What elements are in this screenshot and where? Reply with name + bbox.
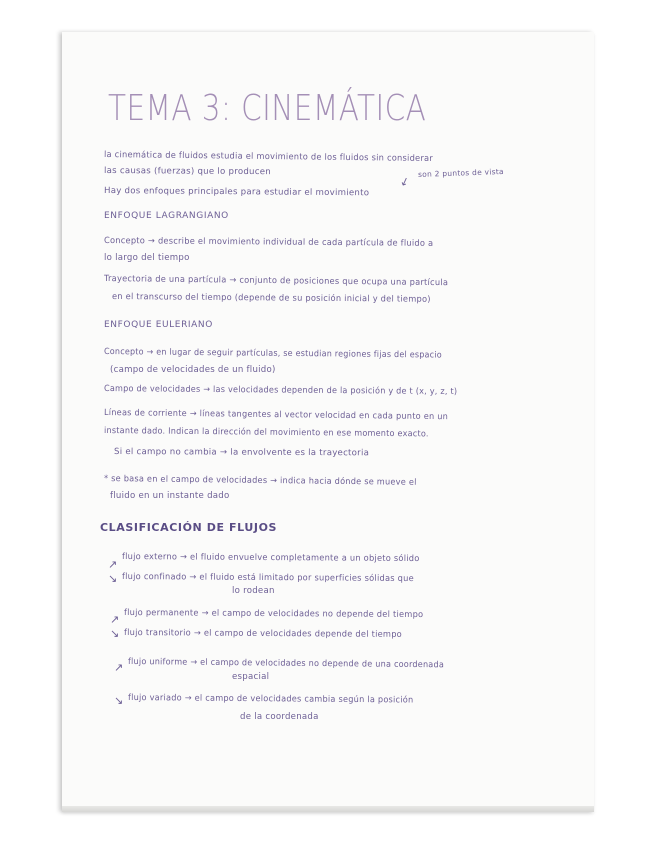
flujo-confinado-line-1: flujo confinado → el fluido está limitado por superficies sólidas que — [121, 572, 414, 585]
flujo-uniforme-line-1: flujo uniforme → el campo de velocidades no depende de una coordenada — [127, 657, 445, 671]
arrow-icon: ↘ — [114, 694, 124, 707]
euler-concepto-line-1: Concepto → en lugar de seguir partículas, se estudian regiones fijas del espacio — [103, 347, 442, 361]
euler-lineas-line-1: Líneas de corriente → líneas tangentes al vector velocidad en cada punto en un — [103, 408, 449, 423]
intro-line-3: Hay dos enfoques principales para estudiar el movimiento — [103, 186, 370, 199]
arrow-icon: ↗ — [110, 613, 120, 626]
euler-campo-velocidades: Campo de velocidades → las velocidades dependen de la posición y de t (x, y, z, t) — [103, 384, 458, 398]
section-heading-clasificacion: CLASIFICACIÓN DE FLUJOS — [100, 521, 278, 534]
flujo-variado-line-2: de la coordenada — [240, 712, 319, 722]
intro-line-1: la cinemática de fluidos estudia el movimiento de los fluidos sin considerar — [103, 150, 434, 165]
intro-side-note: son 2 puntos de vista — [417, 167, 504, 179]
flujo-confinado-line-2: lo rodean — [232, 586, 275, 596]
euler-lineas-line-2: instante dado. Indican la dirección del movimiento en ese momento exacto. — [103, 426, 429, 440]
flujo-permanente: flujo permanente → el campo de velocidades no depende del tiempo — [123, 608, 424, 621]
lagrange-trayectoria-line-1: Trayectoria de una partícula → conjunto de posiciones que ocupa una partícula — [103, 274, 449, 289]
flujo-externo: flujo externo → el fluido envuelve completamente a un objeto sólido — [121, 552, 420, 565]
flujo-variado-line-1: flujo variado → el campo de velocidades cambia según la posición — [127, 693, 414, 706]
euler-lineas-line-3: Si el campo no cambia → la envolvente es la trayectoria — [113, 447, 370, 459]
euler-nota-line-1: * se basa en el campo de velocidades → indica hacia dónde se mueve el — [103, 474, 417, 488]
lagrange-concepto-line-2: lo largo del tiempo — [104, 253, 190, 263]
page-title: TEMA 3: CINEMÁTICA — [108, 88, 427, 129]
section-heading-euler: ENFOQUE EULERIANO — [104, 320, 213, 330]
arrow-icon: ↘ — [108, 572, 118, 585]
flujo-uniforme-line-2: espacial — [232, 672, 270, 682]
section-heading-lagrange: ENFOQUE LAGRANGIANO — [104, 211, 229, 221]
euler-nota-line-2: fluido en un instante dado — [110, 491, 230, 501]
intro-line-2: las causas (fuerzas) que lo producen — [103, 166, 271, 178]
arrow-icon: ↘ — [110, 627, 120, 640]
paper-edge — [62, 806, 594, 812]
lagrange-trayectoria-line-2: en el transcurso del tiempo (depende de su posición inicial y del tiempo) — [111, 292, 431, 305]
arrow-icon: ↗ — [108, 558, 118, 571]
flujo-transitorio: flujo transitorio → el campo de velocidades depende del tiempo — [123, 628, 403, 640]
euler-concepto-line-2: (campo de velocidades de un fluido) — [110, 365, 276, 375]
arrow-icon: ↗ — [114, 661, 124, 674]
lagrange-concepto-line-1: Concepto → describe el movimiento individual de cada partícula de fluido a — [103, 236, 434, 249]
arrow-icon: ↙ — [398, 173, 412, 190]
